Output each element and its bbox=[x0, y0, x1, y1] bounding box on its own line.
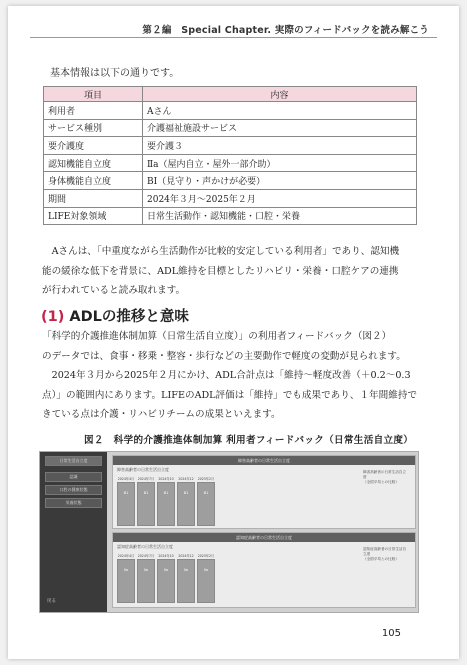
month-label: 2024年4月 bbox=[117, 554, 135, 558]
table-cell-content: Ⅱa（屋内自立・屋外一部介助） bbox=[143, 154, 417, 172]
basic-info-table bbox=[43, 86, 417, 225]
paragraph-line: 2024年３月から2025年２月にかけ、ADL合計点は「維持〜軽度改善（＋0.2〜0.3 bbox=[42, 370, 411, 381]
table-cell-content: 介護福祉施設サービス bbox=[143, 119, 417, 137]
table-cell-item: 要介護度 bbox=[44, 137, 143, 155]
panel-cognitive bbox=[112, 532, 416, 608]
table-row bbox=[44, 172, 417, 190]
screenshot-sidebar bbox=[40, 452, 107, 612]
table-row bbox=[44, 102, 417, 120]
sidebar-item-nutrition[interactable]: 栄養状態 bbox=[45, 498, 102, 508]
side-note-line: 認知症高齢者の日常生活自立度 bbox=[363, 547, 407, 556]
sidebar-item-adl[interactable]: 日常生活自立度 bbox=[45, 456, 102, 466]
header-rule bbox=[30, 37, 437, 38]
side-note-line: 障害高齢者の日常生活自立度 bbox=[363, 470, 407, 479]
value-column: B1 bbox=[197, 482, 215, 526]
value-column: Ⅱa bbox=[137, 559, 155, 603]
back-button[interactable]: 戻る bbox=[47, 599, 56, 604]
month-label: 2025年2月 bbox=[197, 477, 215, 481]
paragraph-line: のデータでは、食事・移乗・整容・歩行などの主要動作で軽度の変動が見られます。 bbox=[42, 350, 406, 362]
value-columns bbox=[117, 482, 215, 526]
sidebar-item-cognition[interactable]: 認識 bbox=[45, 472, 102, 482]
figure-caption: 図２ 科学的介護推進体制加算 利用者フィードバック（日常生活自立度） bbox=[84, 435, 414, 446]
paragraph-line: 能の緩徐な低下を背景に、ADL維持を目標としたリハビリ・栄養・口腔ケアの連携 bbox=[42, 265, 399, 277]
table-row bbox=[44, 137, 417, 155]
table-header-content: 内容 bbox=[143, 87, 417, 102]
panel-side-note bbox=[363, 547, 407, 562]
table-cell-content: 日常生活動作・認知機能・口腔・栄養 bbox=[143, 207, 417, 225]
value-column: B1 bbox=[137, 482, 155, 526]
section-title: ADLの推移と意味 bbox=[69, 309, 189, 325]
table-cell-item: 利用者 bbox=[44, 102, 143, 120]
month-label: 2024年7月 bbox=[137, 477, 155, 481]
paragraph-line: Aさんは、「中重度ながら生活動作が比較的安定している利用者」であり、認知機 bbox=[42, 246, 400, 257]
side-note-line: （全国平均との比較） bbox=[363, 557, 399, 561]
table-cell-content: Aさん bbox=[143, 102, 417, 120]
panel-subtitle: 認知症高齢者の日常生活自立度 bbox=[117, 544, 173, 549]
table-cell-item: サービス種別 bbox=[44, 119, 143, 137]
table-cell-item: 身体機能自立度 bbox=[44, 172, 143, 190]
month-label: 2025年2月 bbox=[197, 554, 215, 558]
paragraph-line: きている点は介護・リハビリチームの成果といえます。 bbox=[42, 409, 281, 420]
table-row bbox=[44, 207, 417, 225]
table-cell-content: BⅠ（見守り・声かけが必要） bbox=[143, 172, 417, 190]
value-column: B1 bbox=[117, 482, 135, 526]
panel-physical bbox=[112, 455, 416, 529]
month-label: 2024年4月 bbox=[117, 477, 135, 481]
page-number: 105 bbox=[381, 628, 401, 639]
paragraph-line: が行われていると読み取れます。 bbox=[42, 285, 186, 296]
panel-header: 認知症高齢者の日常生活自立度 bbox=[113, 533, 415, 542]
running-header: 第２編 Special Chapter. 実際のフィードバックを読み解こう bbox=[142, 25, 429, 36]
month-label: 2024年12 bbox=[178, 554, 194, 558]
month-label: 2024年7月 bbox=[137, 554, 155, 558]
table-header-item: 項目 bbox=[44, 87, 143, 102]
table-row bbox=[44, 119, 417, 137]
value-columns bbox=[117, 559, 215, 603]
value-column: Ⅱa bbox=[117, 559, 135, 603]
table-cell-item: 認知機能自立度 bbox=[44, 154, 143, 172]
table-cell-content: 2024年３月〜2025年２月 bbox=[143, 189, 417, 207]
table-row bbox=[44, 154, 417, 172]
panel-side-note bbox=[363, 470, 407, 485]
sidebar-item-oral[interactable]: 口腔の健康状態 bbox=[45, 485, 102, 495]
table-row bbox=[44, 189, 417, 207]
feedback-screenshot bbox=[39, 451, 419, 613]
panel-subtitle: 障害高齢者の日常生活自立度 bbox=[117, 467, 169, 472]
paragraph-line: 点）」の範囲内にあります。LIFEのADL評価は「維持」でも成果であり、１年間維持で bbox=[42, 389, 418, 401]
month-label: 2024年10 bbox=[158, 554, 174, 558]
value-column: Ⅱa bbox=[177, 559, 195, 603]
value-column: Ⅱa bbox=[157, 559, 175, 603]
intro-text: 基本情報は以下の通りです。 bbox=[50, 68, 180, 79]
side-note-line: （全国平均との比較） bbox=[363, 480, 399, 484]
month-label: 2024年12 bbox=[178, 477, 194, 481]
table-cell-content: 要介護３ bbox=[143, 137, 417, 155]
paragraph-line: 「科学的介護推進体制加算（日常生活自立度）」の利用者フィードバック（図２） bbox=[42, 331, 392, 342]
value-column: Ⅱa bbox=[197, 559, 215, 603]
section-heading bbox=[41, 305, 189, 326]
month-label: 2024年10 bbox=[158, 477, 174, 481]
table-cell-item: 期間 bbox=[44, 189, 143, 207]
panel-header: 障害高齢者の日常生活自立度 bbox=[113, 456, 415, 465]
table-header-row bbox=[44, 87, 417, 102]
value-column: B1 bbox=[177, 482, 195, 526]
paragraph-2 bbox=[42, 327, 424, 425]
book-page bbox=[8, 6, 459, 659]
paragraph-1 bbox=[42, 242, 424, 301]
section-number: (1) bbox=[41, 309, 65, 325]
value-column: B1 bbox=[157, 482, 175, 526]
table-cell-item: LIFE対象領域 bbox=[44, 207, 143, 225]
